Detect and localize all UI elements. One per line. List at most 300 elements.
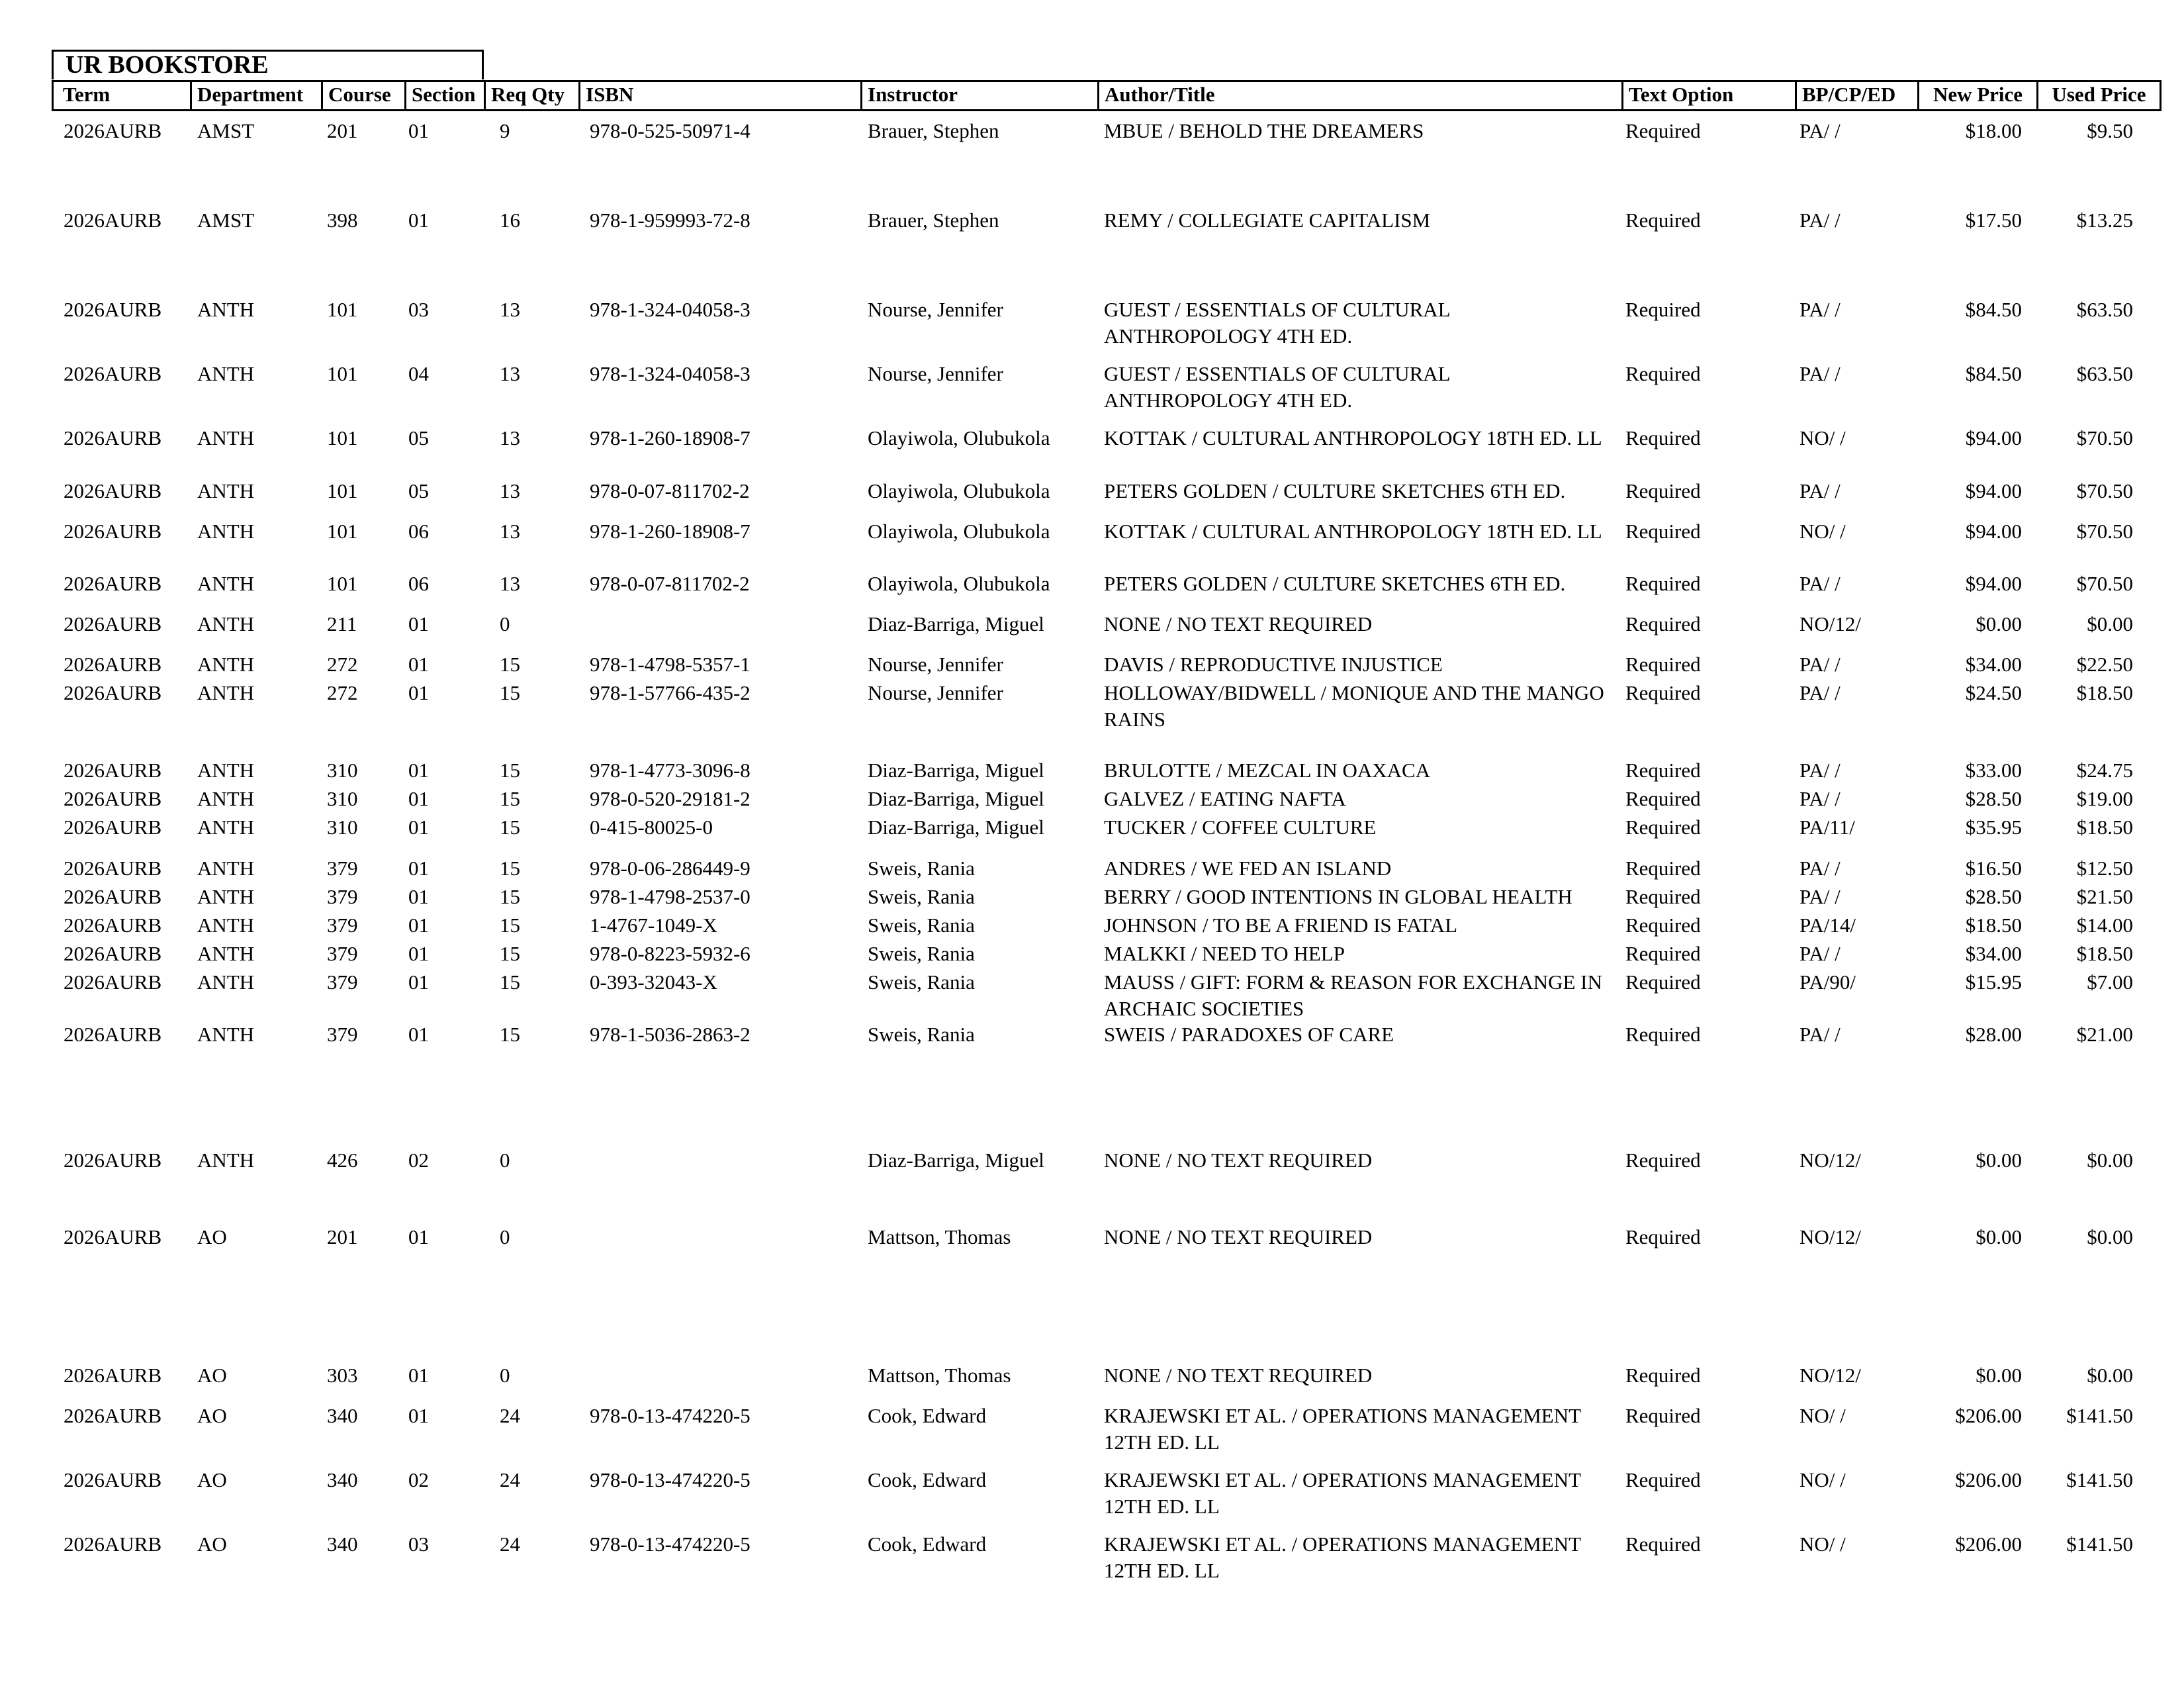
cell-term: 2026AURB bbox=[64, 1023, 162, 1046]
cell-req-qty: 15 bbox=[500, 653, 520, 676]
header-department: Department bbox=[192, 82, 323, 109]
cell-department: AMST bbox=[197, 119, 255, 142]
cell-new-price: $17.50 bbox=[1965, 209, 2022, 232]
cell-bp-cp-ed: PA/ / bbox=[1799, 119, 1841, 142]
cell-section: 02 bbox=[408, 1468, 429, 1491]
cell-isbn: 978-1-959993-72-8 bbox=[590, 209, 751, 232]
cell-new-price: $94.00 bbox=[1965, 426, 2022, 449]
cell-department: AO bbox=[197, 1404, 227, 1427]
cell-isbn: 978-1-324-04058-3 bbox=[590, 298, 751, 321]
cell-new-price: $94.00 bbox=[1965, 520, 2022, 543]
cell-instructor: Sweis, Rania bbox=[868, 1023, 975, 1046]
cell-text-option: Required bbox=[1625, 1364, 1701, 1387]
cell-req-qty: 24 bbox=[500, 1468, 520, 1491]
cell-course: 398 bbox=[327, 209, 358, 232]
cell-author-title: PETERS GOLDEN / CULTURE SKETCHES 6TH ED. bbox=[1104, 572, 1566, 595]
cell-author-title: TUCKER / COFFEE CULTURE bbox=[1104, 816, 1377, 839]
cell-course: 101 bbox=[327, 520, 358, 543]
cell-section: 05 bbox=[408, 426, 429, 449]
cell-bp-cp-ed: NO/12/ bbox=[1799, 1225, 1861, 1248]
cell-course: 379 bbox=[327, 857, 358, 880]
cell-req-qty: 0 bbox=[500, 612, 510, 635]
cell-bp-cp-ed: NO/ / bbox=[1799, 1468, 1846, 1491]
cell-used-price: $0.00 bbox=[2087, 1225, 2133, 1248]
cell-isbn: 978-0-13-474220-5 bbox=[590, 1404, 751, 1427]
cell-instructor: Diaz-Barriga, Miguel bbox=[868, 787, 1044, 810]
cell-req-qty: 13 bbox=[500, 362, 520, 385]
cell-new-price: $34.00 bbox=[1965, 942, 2022, 965]
cell-department: ANTH bbox=[197, 572, 255, 595]
cell-bp-cp-ed: PA/ / bbox=[1799, 857, 1841, 880]
cell-text-option: Required bbox=[1625, 1468, 1701, 1491]
cell-instructor: Nourse, Jennifer bbox=[868, 653, 1003, 676]
cell-section: 01 bbox=[408, 612, 429, 635]
cell-author-title: KRAJEWSKI ET AL. / OPERATIONS MANAGEMENT 12TH ED. LL bbox=[1104, 1404, 1581, 1454]
cell-term: 2026AURB bbox=[64, 1532, 162, 1556]
cell-term: 2026AURB bbox=[64, 520, 162, 543]
cell-section: 04 bbox=[408, 362, 429, 385]
cell-isbn: 0-415-80025-0 bbox=[590, 816, 713, 839]
cell-author-title: ANDRES / WE FED AN ISLAND bbox=[1104, 857, 1392, 880]
cell-author-title: NONE / NO TEXT REQUIRED bbox=[1104, 612, 1373, 635]
cell-department: ANTH bbox=[197, 914, 255, 937]
cell-course: 101 bbox=[327, 426, 358, 449]
cell-section: 01 bbox=[408, 885, 429, 908]
cell-new-price: $206.00 bbox=[1955, 1532, 2022, 1556]
cell-author-title: MBUE / BEHOLD THE DREAMERS bbox=[1104, 119, 1424, 142]
cell-instructor: Olayiwola, Olubukola bbox=[868, 520, 1050, 543]
cell-instructor: Olayiwola, Olubukola bbox=[868, 479, 1050, 502]
cell-req-qty: 15 bbox=[500, 787, 520, 810]
cell-course: 379 bbox=[327, 1023, 358, 1046]
cell-new-price: $0.00 bbox=[1976, 1149, 2022, 1172]
cell-req-qty: 15 bbox=[500, 885, 520, 908]
cell-author-title: BERRY / GOOD INTENTIONS IN GLOBAL HEALTH bbox=[1104, 885, 1572, 908]
cell-instructor: Sweis, Rania bbox=[868, 942, 975, 965]
cell-req-qty: 0 bbox=[500, 1364, 510, 1387]
cell-bp-cp-ed: NO/12/ bbox=[1799, 612, 1861, 635]
cell-text-option: Required bbox=[1625, 612, 1701, 635]
cell-term: 2026AURB bbox=[64, 857, 162, 880]
cell-author-title: REMY / COLLEGIATE CAPITALISM bbox=[1104, 209, 1431, 232]
cell-req-qty: 0 bbox=[500, 1225, 510, 1248]
cell-section: 01 bbox=[408, 119, 429, 142]
cell-term: 2026AURB bbox=[64, 885, 162, 908]
cell-department: ANTH bbox=[197, 426, 255, 449]
cell-isbn: 978-0-06-286449-9 bbox=[590, 857, 751, 880]
cell-author-title: GUEST / ESSENTIALS OF CULTURAL ANTHROPOLOGY 4TH ED. bbox=[1104, 298, 1450, 348]
cell-department: ANTH bbox=[197, 653, 255, 676]
cell-new-price: $28.00 bbox=[1965, 1023, 2022, 1046]
cell-bp-cp-ed: PA/ / bbox=[1799, 759, 1841, 782]
cell-instructor: Diaz-Barriga, Miguel bbox=[868, 759, 1044, 782]
cell-bp-cp-ed: PA/ / bbox=[1799, 653, 1841, 676]
cell-bp-cp-ed: PA/ / bbox=[1799, 1023, 1841, 1046]
cell-text-option: Required bbox=[1625, 857, 1701, 880]
cell-author-title: KRAJEWSKI ET AL. / OPERATIONS MANAGEMENT 12TH ED. LL bbox=[1104, 1532, 1581, 1582]
cell-term: 2026AURB bbox=[64, 681, 162, 704]
cell-author-title: KOTTAK / CULTURAL ANTHROPOLOGY 18TH ED. LL bbox=[1104, 426, 1602, 449]
cell-new-price: $33.00 bbox=[1965, 759, 2022, 782]
cell-text-option: Required bbox=[1625, 520, 1701, 543]
cell-used-price: $70.50 bbox=[2076, 426, 2133, 449]
cell-new-price: $18.00 bbox=[1965, 119, 2022, 142]
cell-text-option: Required bbox=[1625, 298, 1701, 321]
cell-req-qty: 15 bbox=[500, 816, 520, 839]
cell-section: 06 bbox=[408, 520, 429, 543]
cell-term: 2026AURB bbox=[64, 942, 162, 965]
cell-author-title: NONE / NO TEXT REQUIRED bbox=[1104, 1364, 1373, 1387]
cell-used-price: $70.50 bbox=[2076, 520, 2133, 543]
cell-instructor: Mattson, Thomas bbox=[868, 1225, 1011, 1248]
cell-term: 2026AURB bbox=[64, 1149, 162, 1172]
cell-isbn: 978-1-5036-2863-2 bbox=[590, 1023, 751, 1046]
cell-new-price: $0.00 bbox=[1976, 1225, 2022, 1248]
cell-course: 272 bbox=[327, 681, 358, 704]
header-text-option: Text Option bbox=[1623, 82, 1797, 109]
header-instructor: Instructor bbox=[862, 82, 1099, 109]
cell-course: 101 bbox=[327, 362, 358, 385]
cell-req-qty: 24 bbox=[500, 1532, 520, 1556]
cell-bp-cp-ed: PA/11/ bbox=[1799, 816, 1855, 839]
cell-term: 2026AURB bbox=[64, 1404, 162, 1427]
cell-new-price: $16.50 bbox=[1965, 857, 2022, 880]
cell-req-qty: 15 bbox=[500, 970, 520, 994]
cell-term: 2026AURB bbox=[64, 970, 162, 994]
cell-term: 2026AURB bbox=[64, 914, 162, 937]
cell-course: 303 bbox=[327, 1364, 358, 1387]
cell-used-price: $70.50 bbox=[2076, 572, 2133, 595]
cell-department: ANTH bbox=[197, 1149, 255, 1172]
cell-isbn: 978-0-13-474220-5 bbox=[590, 1532, 751, 1556]
cell-course: 340 bbox=[327, 1468, 358, 1491]
cell-author-title: SWEIS / PARADOXES OF CARE bbox=[1104, 1023, 1394, 1046]
cell-new-price: $206.00 bbox=[1955, 1468, 2022, 1491]
cell-author-title: BRULOTTE / MEZCAL IN OAXACA bbox=[1104, 759, 1431, 782]
cell-author-title: MAUSS / GIFT: FORM & REASON FOR EXCHANGE IN ARCHAIC SOCIETIES bbox=[1104, 970, 1602, 1020]
cell-course: 379 bbox=[327, 914, 358, 937]
cell-course: 379 bbox=[327, 970, 358, 994]
cell-instructor: Sweis, Rania bbox=[868, 885, 975, 908]
cell-new-price: $15.95 bbox=[1965, 970, 2022, 994]
cell-author-title: PETERS GOLDEN / CULTURE SKETCHES 6TH ED. bbox=[1104, 479, 1566, 502]
cell-used-price: $0.00 bbox=[2087, 1364, 2133, 1387]
cell-bp-cp-ed: PA/90/ bbox=[1799, 970, 1856, 994]
header-req-qty: Req Qty bbox=[486, 82, 580, 109]
cell-text-option: Required bbox=[1625, 1404, 1701, 1427]
cell-new-price: $28.50 bbox=[1965, 885, 2022, 908]
cell-used-price: $141.50 bbox=[2066, 1532, 2133, 1556]
cell-req-qty: 0 bbox=[500, 1149, 510, 1172]
cell-author-title: NONE / NO TEXT REQUIRED bbox=[1104, 1225, 1373, 1248]
header-course: Course bbox=[323, 82, 406, 109]
cell-section: 02 bbox=[408, 1149, 429, 1172]
cell-department: ANTH bbox=[197, 942, 255, 965]
cell-new-price: $0.00 bbox=[1976, 612, 2022, 635]
header-author-title: Author/Title bbox=[1099, 82, 1623, 109]
cell-department: AO bbox=[197, 1532, 227, 1556]
cell-req-qty: 16 bbox=[500, 209, 520, 232]
cell-section: 01 bbox=[408, 759, 429, 782]
cell-bp-cp-ed: PA/ / bbox=[1799, 209, 1841, 232]
cell-section: 01 bbox=[408, 942, 429, 965]
cell-isbn: 978-0-8223-5932-6 bbox=[590, 942, 751, 965]
cell-instructor: Sweis, Rania bbox=[868, 914, 975, 937]
cell-used-price: $19.00 bbox=[2076, 787, 2133, 810]
cell-used-price: $18.50 bbox=[2076, 816, 2133, 839]
cell-course: 379 bbox=[327, 942, 358, 965]
cell-bp-cp-ed: NO/ / bbox=[1799, 1532, 1846, 1556]
cell-bp-cp-ed: PA/14/ bbox=[1799, 914, 1856, 937]
cell-author-title: GUEST / ESSENTIALS OF CULTURAL ANTHROPOLOGY 4TH ED. bbox=[1104, 362, 1450, 412]
cell-isbn: 978-0-07-811702-2 bbox=[590, 572, 750, 595]
cell-section: 01 bbox=[408, 970, 429, 994]
cell-req-qty: 15 bbox=[500, 857, 520, 880]
cell-used-price: $18.50 bbox=[2076, 681, 2133, 704]
cell-course: 201 bbox=[327, 119, 358, 142]
cell-text-option: Required bbox=[1625, 759, 1701, 782]
cell-new-price: $84.50 bbox=[1965, 298, 2022, 321]
cell-new-price: $0.00 bbox=[1976, 1364, 2022, 1387]
cell-course: 310 bbox=[327, 816, 358, 839]
cell-term: 2026AURB bbox=[64, 653, 162, 676]
cell-text-option: Required bbox=[1625, 681, 1701, 704]
header-term: Term bbox=[54, 82, 192, 109]
cell-instructor: Mattson, Thomas bbox=[868, 1364, 1011, 1387]
cell-text-option: Required bbox=[1625, 816, 1701, 839]
cell-bp-cp-ed: NO/ / bbox=[1799, 520, 1846, 543]
cell-term: 2026AURB bbox=[64, 1468, 162, 1491]
cell-used-price: $21.50 bbox=[2076, 885, 2133, 908]
cell-section: 05 bbox=[408, 479, 429, 502]
cell-new-price: $24.50 bbox=[1965, 681, 2022, 704]
cell-req-qty: 15 bbox=[500, 914, 520, 937]
cell-text-option: Required bbox=[1625, 942, 1701, 965]
cell-course: 101 bbox=[327, 572, 358, 595]
cell-instructor: Cook, Edward bbox=[868, 1404, 987, 1427]
cell-bp-cp-ed: PA/ / bbox=[1799, 681, 1841, 704]
report-title: UR BOOKSTORE bbox=[52, 50, 484, 79]
cell-isbn: 978-0-520-29181-2 bbox=[590, 787, 751, 810]
cell-department: AO bbox=[197, 1225, 227, 1248]
cell-instructor: Nourse, Jennifer bbox=[868, 681, 1003, 704]
cell-used-price: $141.50 bbox=[2066, 1404, 2133, 1427]
cell-text-option: Required bbox=[1625, 787, 1701, 810]
cell-department: ANTH bbox=[197, 612, 255, 635]
header-new-price: New Price bbox=[1919, 82, 2038, 109]
cell-req-qty: 13 bbox=[500, 298, 520, 321]
cell-section: 01 bbox=[408, 1225, 429, 1248]
cell-isbn: 978-1-324-04058-3 bbox=[590, 362, 751, 385]
cell-isbn: 978-1-4798-2537-0 bbox=[590, 885, 751, 908]
cell-text-option: Required bbox=[1625, 914, 1701, 937]
cell-bp-cp-ed: PA/ / bbox=[1799, 298, 1841, 321]
cell-used-price: $18.50 bbox=[2076, 942, 2133, 965]
cell-new-price: $35.95 bbox=[1965, 816, 2022, 839]
cell-instructor: Nourse, Jennifer bbox=[868, 362, 1003, 385]
cell-term: 2026AURB bbox=[64, 479, 162, 502]
cell-instructor: Sweis, Rania bbox=[868, 970, 975, 994]
cell-instructor: Sweis, Rania bbox=[868, 857, 975, 880]
cell-course: 310 bbox=[327, 787, 358, 810]
cell-used-price: $70.50 bbox=[2076, 479, 2133, 502]
cell-department: AO bbox=[197, 1468, 227, 1491]
cell-term: 2026AURB bbox=[64, 426, 162, 449]
cell-course: 101 bbox=[327, 298, 358, 321]
cell-course: 101 bbox=[327, 479, 358, 502]
cell-req-qty: 15 bbox=[500, 942, 520, 965]
cell-department: AMST bbox=[197, 209, 255, 232]
cell-course: 272 bbox=[327, 653, 358, 676]
cell-used-price: $12.50 bbox=[2076, 857, 2133, 880]
cell-text-option: Required bbox=[1625, 885, 1701, 908]
cell-instructor: Diaz-Barriga, Miguel bbox=[868, 612, 1044, 635]
cell-isbn: 0-393-32043-X bbox=[590, 970, 717, 994]
cell-department: ANTH bbox=[197, 857, 255, 880]
cell-section: 01 bbox=[408, 914, 429, 937]
cell-new-price: $84.50 bbox=[1965, 362, 2022, 385]
cell-bp-cp-ed: NO/ / bbox=[1799, 426, 1846, 449]
cell-used-price: $21.00 bbox=[2076, 1023, 2133, 1046]
cell-section: 01 bbox=[408, 787, 429, 810]
cell-new-price: $34.00 bbox=[1965, 653, 2022, 676]
cell-section: 01 bbox=[408, 209, 429, 232]
cell-used-price: $14.00 bbox=[2076, 914, 2133, 937]
cell-req-qty: 9 bbox=[500, 119, 510, 142]
cell-department: ANTH bbox=[197, 479, 255, 502]
column-header-row bbox=[52, 80, 2161, 111]
cell-department: ANTH bbox=[197, 298, 255, 321]
cell-author-title: MALKKI / NEED TO HELP bbox=[1104, 942, 1345, 965]
cell-used-price: $22.50 bbox=[2076, 653, 2133, 676]
cell-bp-cp-ed: PA/ / bbox=[1799, 942, 1841, 965]
cell-term: 2026AURB bbox=[64, 612, 162, 635]
cell-used-price: $0.00 bbox=[2087, 612, 2133, 635]
cell-section: 01 bbox=[408, 1364, 429, 1387]
cell-new-price: $18.50 bbox=[1965, 914, 2022, 937]
cell-instructor: Nourse, Jennifer bbox=[868, 298, 1003, 321]
cell-author-title: DAVIS / REPRODUCTIVE INJUSTICE bbox=[1104, 653, 1443, 676]
cell-text-option: Required bbox=[1625, 1149, 1701, 1172]
cell-bp-cp-ed: PA/ / bbox=[1799, 362, 1841, 385]
cell-text-option: Required bbox=[1625, 362, 1701, 385]
cell-course: 310 bbox=[327, 759, 358, 782]
cell-bp-cp-ed: PA/ / bbox=[1799, 572, 1841, 595]
cell-instructor: Cook, Edward bbox=[868, 1468, 987, 1491]
cell-req-qty: 15 bbox=[500, 759, 520, 782]
cell-section: 01 bbox=[408, 816, 429, 839]
cell-text-option: Required bbox=[1625, 426, 1701, 449]
cell-req-qty: 13 bbox=[500, 426, 520, 449]
cell-instructor: Diaz-Barriga, Miguel bbox=[868, 1149, 1044, 1172]
cell-bp-cp-ed: NO/12/ bbox=[1799, 1364, 1861, 1387]
cell-author-title: JOHNSON / TO BE A FRIEND IS FATAL bbox=[1104, 914, 1458, 937]
cell-section: 03 bbox=[408, 1532, 429, 1556]
cell-section: 06 bbox=[408, 572, 429, 595]
cell-text-option: Required bbox=[1625, 1225, 1701, 1248]
cell-department: ANTH bbox=[197, 759, 255, 782]
cell-term: 2026AURB bbox=[64, 787, 162, 810]
cell-instructor: Diaz-Barriga, Miguel bbox=[868, 816, 1044, 839]
cell-text-option: Required bbox=[1625, 209, 1701, 232]
cell-used-price: $9.50 bbox=[2087, 119, 2133, 142]
cell-used-price: $141.50 bbox=[2066, 1468, 2133, 1491]
cell-course: 426 bbox=[327, 1149, 358, 1172]
cell-text-option: Required bbox=[1625, 1532, 1701, 1556]
cell-term: 2026AURB bbox=[64, 209, 162, 232]
cell-text-option: Required bbox=[1625, 119, 1701, 142]
cell-instructor: Brauer, Stephen bbox=[868, 119, 999, 142]
cell-isbn: 978-1-57766-435-2 bbox=[590, 681, 751, 704]
cell-course: 340 bbox=[327, 1532, 358, 1556]
cell-isbn: 978-1-4798-5357-1 bbox=[590, 653, 751, 676]
cell-department: ANTH bbox=[197, 520, 255, 543]
cell-term: 2026AURB bbox=[64, 1225, 162, 1248]
cell-isbn: 978-0-525-50971-4 bbox=[590, 119, 751, 142]
cell-bp-cp-ed: NO/ / bbox=[1799, 1404, 1846, 1427]
cell-section: 01 bbox=[408, 857, 429, 880]
cell-bp-cp-ed: PA/ / bbox=[1799, 787, 1841, 810]
cell-term: 2026AURB bbox=[64, 759, 162, 782]
cell-req-qty: 13 bbox=[500, 479, 520, 502]
cell-isbn: 978-1-260-18908-7 bbox=[590, 426, 751, 449]
cell-term: 2026AURB bbox=[64, 298, 162, 321]
cell-instructor: Olayiwola, Olubukola bbox=[868, 426, 1050, 449]
cell-section: 03 bbox=[408, 298, 429, 321]
cell-term: 2026AURB bbox=[64, 572, 162, 595]
cell-new-price: $94.00 bbox=[1965, 572, 2022, 595]
cell-author-title: KOTTAK / CULTURAL ANTHROPOLOGY 18TH ED. LL bbox=[1104, 520, 1602, 543]
cell-bp-cp-ed: PA/ / bbox=[1799, 885, 1841, 908]
cell-department: ANTH bbox=[197, 885, 255, 908]
cell-used-price: $7.00 bbox=[2087, 970, 2133, 994]
cell-term: 2026AURB bbox=[64, 119, 162, 142]
cell-used-price: $63.50 bbox=[2076, 298, 2133, 321]
cell-new-price: $206.00 bbox=[1955, 1404, 2022, 1427]
cell-section: 01 bbox=[408, 1023, 429, 1046]
cell-isbn: 1-4767-1049-X bbox=[590, 914, 717, 937]
header-used-price: Used Price bbox=[2052, 83, 2146, 106]
cell-department: AO bbox=[197, 1364, 227, 1387]
cell-course: 379 bbox=[327, 885, 358, 908]
cell-department: ANTH bbox=[197, 362, 255, 385]
cell-bp-cp-ed: PA/ / bbox=[1799, 479, 1841, 502]
cell-instructor: Olayiwola, Olubukola bbox=[868, 572, 1050, 595]
cell-course: 340 bbox=[327, 1404, 358, 1427]
cell-used-price: $63.50 bbox=[2076, 362, 2133, 385]
cell-course: 201 bbox=[327, 1225, 358, 1248]
cell-req-qty: 15 bbox=[500, 681, 520, 704]
cell-isbn: 978-0-13-474220-5 bbox=[590, 1468, 751, 1491]
header-section: Section bbox=[406, 82, 486, 109]
cell-section: 01 bbox=[408, 1404, 429, 1427]
cell-req-qty: 15 bbox=[500, 1023, 520, 1046]
cell-isbn: 978-0-07-811702-2 bbox=[590, 479, 750, 502]
cell-instructor: Cook, Edward bbox=[868, 1532, 987, 1556]
cell-department: ANTH bbox=[197, 1023, 255, 1046]
cell-department: ANTH bbox=[197, 970, 255, 994]
cell-req-qty: 13 bbox=[500, 520, 520, 543]
cell-isbn: 978-1-4773-3096-8 bbox=[590, 759, 751, 782]
cell-author-title: HOLLOWAY/BIDWELL / MONIQUE AND THE MANGO RAINS bbox=[1104, 681, 1604, 731]
cell-bp-cp-ed: NO/12/ bbox=[1799, 1149, 1861, 1172]
cell-section: 01 bbox=[408, 653, 429, 676]
cell-author-title: KRAJEWSKI ET AL. / OPERATIONS MANAGEMENT 12TH ED. LL bbox=[1104, 1468, 1581, 1518]
cell-text-option: Required bbox=[1625, 970, 1701, 994]
cell-used-price: $0.00 bbox=[2087, 1149, 2133, 1172]
cell-term: 2026AURB bbox=[64, 816, 162, 839]
cell-instructor: Brauer, Stephen bbox=[868, 209, 999, 232]
